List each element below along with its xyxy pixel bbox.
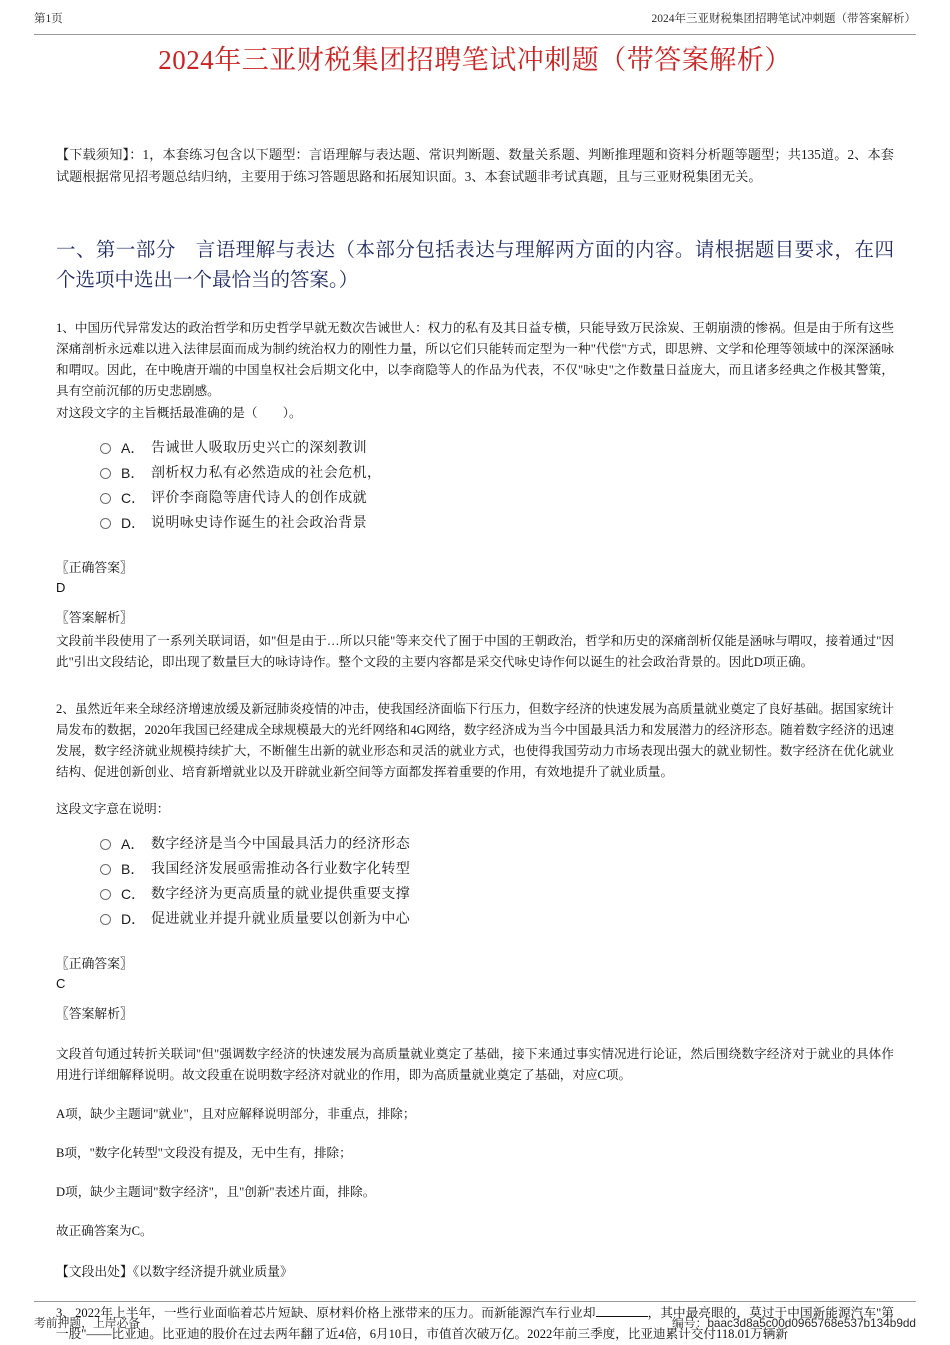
answer-analysis-label: 〖答案解析〗 <box>56 1007 133 1021</box>
radio-button-icon[interactable] <box>100 914 111 925</box>
question-block <box>56 318 894 673</box>
option-letter: C． <box>121 490 146 506</box>
answer-analysis-text: D项，缺少主题词"数字经济"，且"创新"表述片面，排除。 <box>56 1185 376 1199</box>
option-row[interactable] <box>56 486 894 511</box>
option-row[interactable] <box>56 832 894 857</box>
page-title: 2024年三亚财税集团招聘笔试冲刺题（带答案解析） <box>158 45 792 75</box>
answer-analysis-text: 故正确答案为C。 <box>56 1224 153 1238</box>
answer-analysis-label: 〖答案解析〗 <box>56 611 133 625</box>
option-row[interactable] <box>56 857 894 882</box>
correct-answer-value: C <box>56 976 66 991</box>
footer-slogan: 考前押题，上岸必备 <box>34 1316 141 1330</box>
radio-button-icon[interactable] <box>100 864 111 875</box>
question-stem-part-2: ，其中最亮眼的，莫过于中国新能源汽车"第一股"——比亚迪。比亚迪的股价在过去两年翻了近4倍，6月10日，市值首次破万亿。2022年前三季度，比亚迪累计交付118.01万辆新 <box>56 1306 894 1341</box>
section-heading: 一、第一部分 言语理解与表达（本部分包括表达与理解两方面的内容。请根据题目要求，在四个选项中选出一个最恰当的答案。） <box>56 240 894 291</box>
header-document-label: 2024年三亚财税集团招聘笔试冲刺题（带答案解析） <box>651 13 916 25</box>
option-text: 数字经济为更高质量的就业提供重要支撑 <box>151 887 411 902</box>
answer-analysis-text: B项，"数字化转型"文段没有提及，无中生有，排除； <box>56 1146 352 1160</box>
option-text: 我国经济发展亟需推动各行业数字化转型 <box>151 862 411 877</box>
answer-analysis-text: 文段首句通过转折关联词"但"强调数字经济的快速发展为高质量就业奠定了基础，接下来通过事实情况进行论证，然后围绕数字经济对于就业的具体作用进行详细解释说明。故文段重在说明数字经济对就业的作用，即为高质量就业奠定了基础，对应C项。 <box>56 1047 894 1082</box>
option-letter: B． <box>121 861 145 877</box>
option-row[interactable] <box>56 882 894 907</box>
option-letter: D． <box>121 911 146 927</box>
footer-id <box>672 1315 916 1331</box>
option-row[interactable] <box>56 907 894 932</box>
option-text: 说明咏史诗作诞生的社会政治背景 <box>151 516 367 531</box>
running-header <box>34 12 916 35</box>
correct-answer-label: 〖正确答案〗 <box>56 957 133 971</box>
running-footer <box>34 1301 916 1331</box>
correct-answer-label: 〖正确答案〗 <box>56 561 133 575</box>
option-row[interactable] <box>56 511 894 536</box>
option-row[interactable] <box>56 461 894 486</box>
option-letter: A． <box>121 836 145 852</box>
question-prompt: 这段文字意在说明： <box>56 802 170 816</box>
download-notice: 【下载须知】：1，本套练习包含以下题型：言语理解与表达题、常识判断题、数量关系题、判断推理题和资料分析题等题型；共135道。2、本套试题根据常见招考题总结归纳，主要用于练习答题思路和拓展知识面。3、本套试题非考试真题，且与三亚财税集团无关。 <box>56 147 894 184</box>
option-text: 剖析权力私有必然造成的社会危机， <box>151 466 382 481</box>
option-text: 数字经济是当今中国最具活力的经济形态 <box>151 837 411 852</box>
answer-analysis-text: 文段前半段使用了一系列关联词语，如"但是由于…所以只能"等来交代了囿于中国的王朝政治，哲学和历史的深痛剖析仅能是涵咏与喟叹，接着通过"因此"引出文段结论，即出现了数量巨大的咏诗诗作。整个文段的主要内容都是采交代咏史诗作何以诞生的社会政治背景的。因此D项正确。 <box>56 634 894 669</box>
options-list <box>56 436 894 536</box>
radio-button-icon[interactable] <box>100 889 111 900</box>
radio-button-icon[interactable] <box>100 468 111 479</box>
options-list <box>56 832 894 932</box>
option-letter: D． <box>121 515 146 531</box>
question-prompt: 对这段文字的主旨概括最准确的是（ ）。 <box>56 406 302 420</box>
question-block <box>56 699 894 1283</box>
correct-answer-value: D <box>56 580 66 595</box>
question-stem: 2、虽然近年来全球经济增速放缓及新冠肺炎疫情的冲击，使我国经济面临下行压力，但数字经济的快速发展为高质量就业奠定了良好基础。据国家统计局发布的数据，2020年我国已经建成全球规模最大的光纤网络和4G网络，数字经济成为当今中国最具活力和发展潜力的经济形态。随着数字经济的迅速发展，数字经济就业规模持续扩大，不断催生出新的就业形态和灵活的就业方式，也使得我国劳动力市场表现出强大的就业韧性。数字经济在优化就业结构、促进创新创业、培育新增就业以及开辟就业新空间等方面都发挥着重要的作用，有效地提升了就业质量。 <box>56 702 894 779</box>
option-text: 告诫世人吸取历史兴亡的深刻教训 <box>151 441 367 456</box>
document-body <box>56 144 894 1345</box>
answer-analysis-text: A项，缺少主题词"就业"，且对应解释说明部分，非重点，排除； <box>56 1107 416 1121</box>
option-letter: C． <box>121 886 146 902</box>
radio-button-icon[interactable] <box>100 443 111 454</box>
radio-button-icon[interactable] <box>100 493 111 504</box>
option-letter: A． <box>121 440 145 456</box>
page-number-label: 第1页 <box>34 13 63 25</box>
radio-button-icon[interactable] <box>100 518 111 529</box>
footer-id-value: baac3d8a5c00d0965768e537b134b9dd <box>707 1316 916 1330</box>
footer-id-label: 编号： <box>671 1316 708 1330</box>
question-stem: 1、中国历代异常发达的政治哲学和历史哲学早就无数次告诫世人：权力的私有及其日益专横，只能导致万民涂炭、王朝崩溃的惨祸。但是由于所有这些深痛剖析永远难以进入法律层面而成为制约统治权力的刚性力量，所以它们只能转而定型为一种"代偿"方式，即思辨、文学和伦理等领域中的深深涵咏和喟叹。因此，在中晚唐开端的中国皇权社会后期文化中，以李商隐等人的作品为代表，不仅"咏史"之作数量日益庞大，而且诸多经典之作极其警策，具有空前沉郁的历史悲剧感。 <box>56 321 894 398</box>
option-row[interactable] <box>56 436 894 461</box>
option-letter: B． <box>121 465 145 481</box>
source-citation: 【文段出处】《以数字经济提升就业质量》 <box>56 1265 293 1279</box>
option-text: 评价李商隐等唐代诗人的创作成就 <box>151 491 367 506</box>
question-stem-part-1: 3、2022年上半年，一些行业面临着芯片短缺、原材料价格上涨带来的压力。而新能源汽车行业却 <box>56 1306 596 1320</box>
option-text: 促进就业并提升就业质量要以创新为中心 <box>151 912 411 927</box>
radio-button-icon[interactable] <box>100 839 111 850</box>
